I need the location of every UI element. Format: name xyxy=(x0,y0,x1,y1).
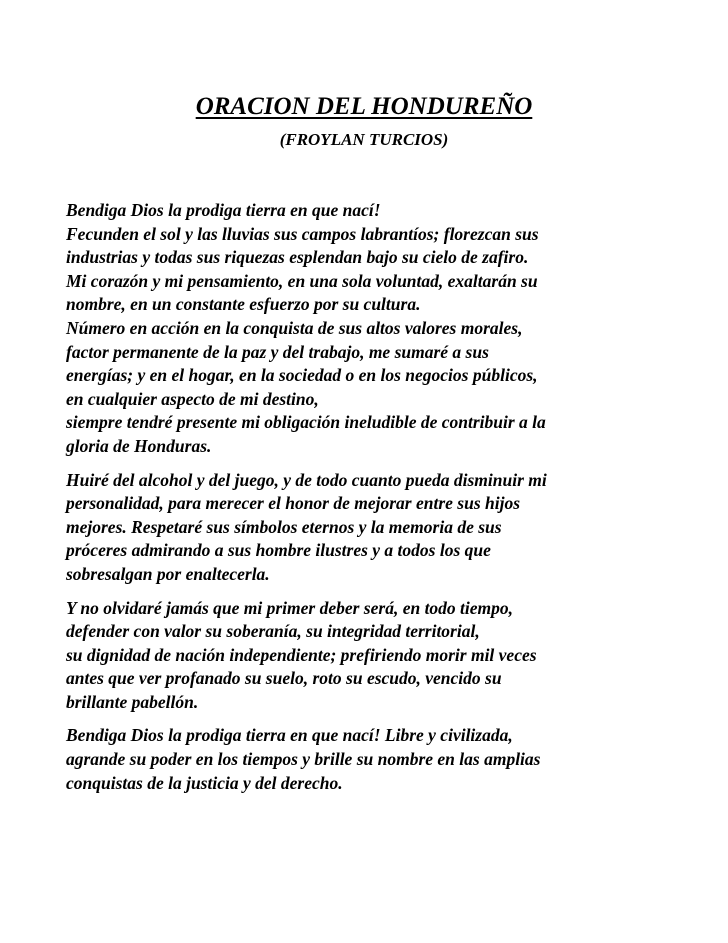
document-body xyxy=(66,199,721,805)
paragraph xyxy=(66,724,721,795)
text-line: Mi corazón y mi pensamiento, en una sola voluntad, exaltarán su xyxy=(66,270,538,291)
text-line: nombre, en un constante esfuerzo por su cultura. xyxy=(66,294,421,315)
text-line: Huiré del alcohol y del juego, y de todo cuanto pueda disminuir mi xyxy=(66,469,547,490)
document-title-text: ORACION DEL HONDUREÑO xyxy=(195,93,533,120)
text-line: factor permanente de la paz y del trabajo, me sumaré a sus xyxy=(66,341,489,362)
text-line: conquistas de la justicia y del derecho. xyxy=(66,772,343,793)
document-title xyxy=(0,92,728,122)
text-line: Número en acción en la conquista de sus altos valores morales, xyxy=(66,317,523,338)
document-subtitle: (FROYLAN TURCIOS) xyxy=(279,130,449,149)
text-line: energías; y en el hogar, en la sociedad o en los negocios públicos, xyxy=(66,365,538,386)
paragraph xyxy=(66,199,721,459)
text-line: próceres admirando a sus hombre ilustres y a todos los que xyxy=(66,540,491,561)
text-line: Bendiga Dios la prodiga tierra en que nací! Libre y civilizada, xyxy=(66,725,513,746)
text-line: en cualquier aspecto de mi destino, xyxy=(66,388,319,409)
text-line: personalidad, para merecer el honor de mejorar entre sus hijos xyxy=(66,493,521,514)
text-line: Fecunden el sol y las lluvias sus campos labrantíos; florezcan sus xyxy=(66,223,539,244)
text-line: Bendiga Dios la prodiga tierra en que nací! xyxy=(66,200,381,220)
text-line: defender con valor su soberanía, su integridad territorial, xyxy=(66,621,480,642)
text-line: gloria de Honduras. xyxy=(66,435,212,456)
paragraph xyxy=(66,469,721,587)
text-line: Y no olvidaré jamás que mi primer deber será, en todo tiempo, xyxy=(66,597,514,618)
text-line: sobresalgan por enaltecerla. xyxy=(66,563,270,584)
paragraph xyxy=(66,597,721,715)
text-line: agrande su poder en los tiempos y brille su nombre en las amplias xyxy=(66,749,541,770)
text-line: industrias y todas sus riquezas esplendan bajo su cielo de zafiro. xyxy=(66,247,529,268)
text-line: brillante pabellón. xyxy=(66,691,199,712)
text-line: mejores. Respetaré sus símbolos eternos y la memoria de sus xyxy=(66,516,502,537)
text-line: antes que ver profanado su suelo, roto su escudo, vencido su xyxy=(66,668,502,689)
text-line: siempre tendré presente mi obligación ineludible de contribuir a la xyxy=(66,412,546,433)
text-line: su dignidad de nación independiente; prefiriendo morir mil veces xyxy=(66,644,537,665)
